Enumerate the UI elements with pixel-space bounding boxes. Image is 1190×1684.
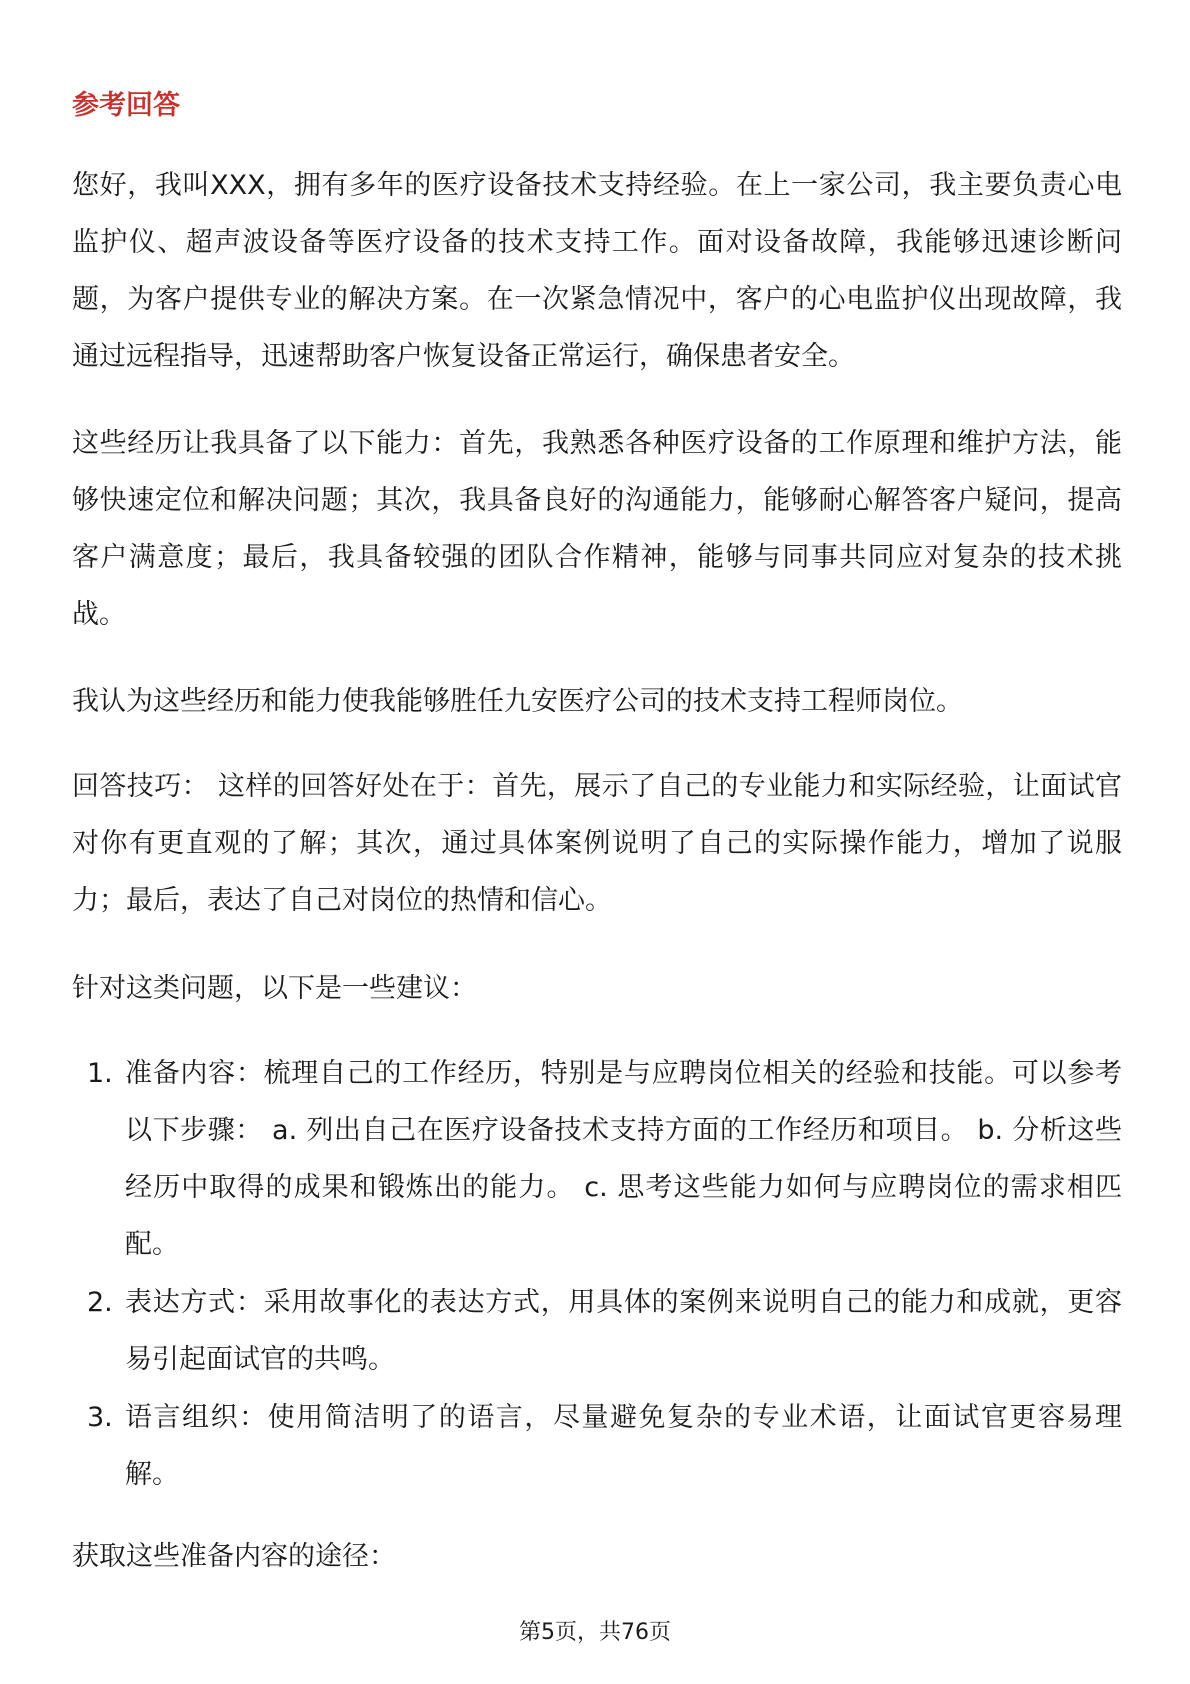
conclusion-paragraph: 我认为这些经历和能力使我能够胜任九安医疗公司的技术支持工程师岗位。 — [72, 686, 963, 717]
sources-intro: 获取这些准备内容的途径： — [72, 1541, 396, 1572]
document-page — [72, 0, 1122, 1684]
page-number-footer: 第5页，共76页 — [519, 1620, 671, 1645]
section-heading: 参考回答 — [72, 90, 180, 121]
list-item — [72, 1274, 1122, 1388]
intro-paragraph: 您好，我叫XXX，拥有多年的医疗设备技术支持经验。在上一家公司，我主要负责心电监护仪、超声波设备等医疗设备的技术支持工作。面对设备故障，我能够迅速诊断问题，为客户提供专业的解决方案。在一次紧急情况中，客户的心电监护仪出现故障，我通过远程指导，迅速帮助客户恢复设备正常运行，确保患者安全。 — [72, 170, 1122, 372]
list-item — [72, 1389, 1122, 1503]
list-item-text: 表达方式：采用故事化的表达方式，用具体的案例来说明自己的能力和成就，更容易引起面试官的共鸣。 — [125, 1287, 1122, 1375]
abilities-paragraph: 这些经历让我具备了以下能力：首先，我熟悉各种医疗设备的工作原理和维护方法，能够快速定位和解决问题；其次，我具备良好的沟通能力，能够耐心解答客户疑问，提高客户满意度；最后，我具备较强的团队合作精神，能够与同事共同应对复杂的技术挑战。 — [72, 428, 1122, 630]
suggestion-list — [72, 1045, 1122, 1503]
list-item-text: 准备内容：梳理自己的工作经历，特别是与应聘岗位相关的经验和技能。可以参考以下步骤： a. 列出自己在医疗设备技术支持方面的工作经历和项目。 b. 分析这些经历中取得的成果和锻炼出的能力。 c. 思考这些能力如何与应聘岗位的需求相匹配。 — [125, 1058, 1122, 1260]
list-item-text: 语言组织：使用简洁明了的语言，尽量避免复杂的专业术语，让面试官更容易理解。 — [125, 1402, 1122, 1490]
list-item-number: 2. — [87, 1287, 113, 1318]
list-item — [72, 1045, 1122, 1273]
list-item-number: 1. — [87, 1058, 113, 1089]
tips-paragraph: 回答技巧： 这样的回答好处在于：首先，展示了自己的专业能力和实际经验，让面试官对你有更直观的了解；其次，通过具体案例说明了自己的实际操作能力，增加了说服力；最后，表达了自己对岗位的热情和信心。 — [72, 771, 1122, 916]
list-item-number: 3. — [87, 1402, 113, 1433]
suggestion-intro: 针对这类问题，以下是一些建议： — [72, 973, 477, 1004]
